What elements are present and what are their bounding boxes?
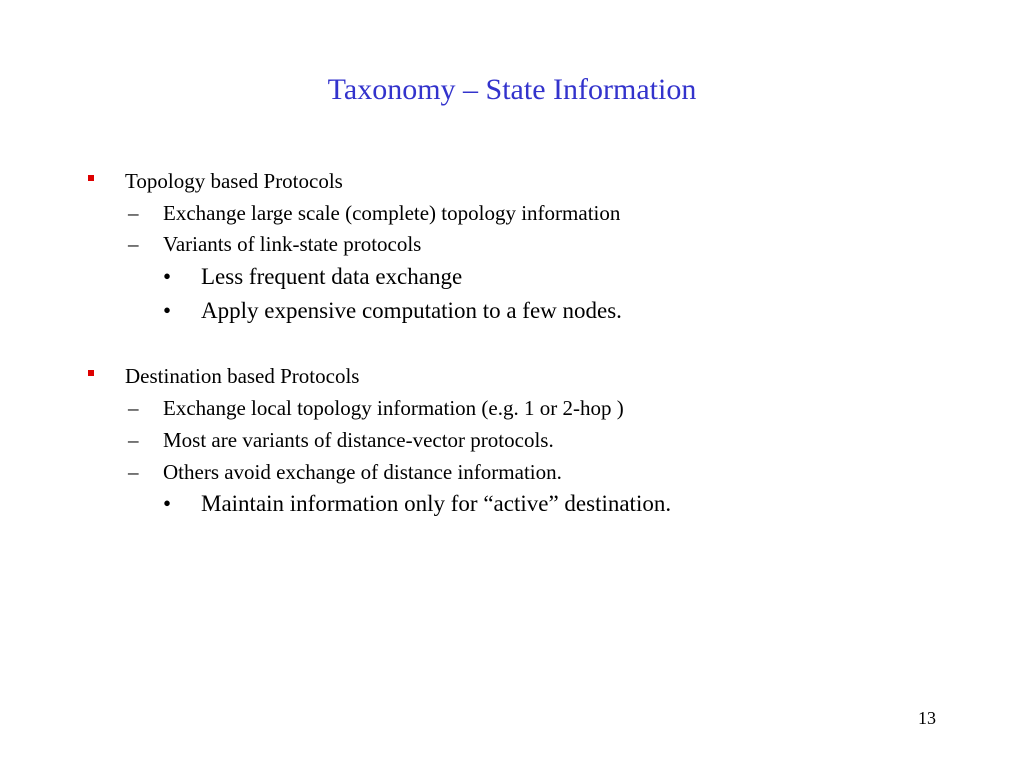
dash-marker: –: [128, 396, 139, 420]
sub-list-item-text: Maintain information only for “active” destination.: [201, 491, 672, 516]
bullet-text: Destination based Protocols: [125, 364, 360, 388]
dot-bullet-icon: •: [163, 491, 172, 516]
dot-bullet-icon: •: [163, 264, 172, 289]
slide-title: Taxonomy – State Information: [327, 73, 697, 106]
dot-bullet-icon: •: [163, 298, 172, 323]
dash-marker: –: [128, 201, 139, 225]
bullet-text: Topology based Protocols: [125, 169, 343, 193]
sub-list-item-text: Apply expensive computation to a few nodes.: [201, 298, 622, 323]
sub-list-item-text: Less frequent data exchange: [201, 264, 463, 289]
page-number: 13: [918, 708, 936, 728]
square-bullet-icon: [88, 175, 94, 181]
square-bullet-icon: [88, 370, 94, 376]
list-item-text: Variants of link-state protocols: [163, 232, 422, 256]
dash-marker: –: [128, 232, 139, 256]
list-item-text: Most are variants of distance-vector protocols.: [163, 428, 554, 452]
list-item-text: Exchange local topology information (e.g. 1 or 2-hop ): [163, 396, 624, 420]
dash-marker: –: [128, 460, 139, 484]
list-item-text: Exchange large scale (complete) topology information: [163, 201, 621, 225]
dash-marker: –: [128, 428, 139, 452]
list-item-text: Others avoid exchange of distance information.: [163, 460, 562, 484]
